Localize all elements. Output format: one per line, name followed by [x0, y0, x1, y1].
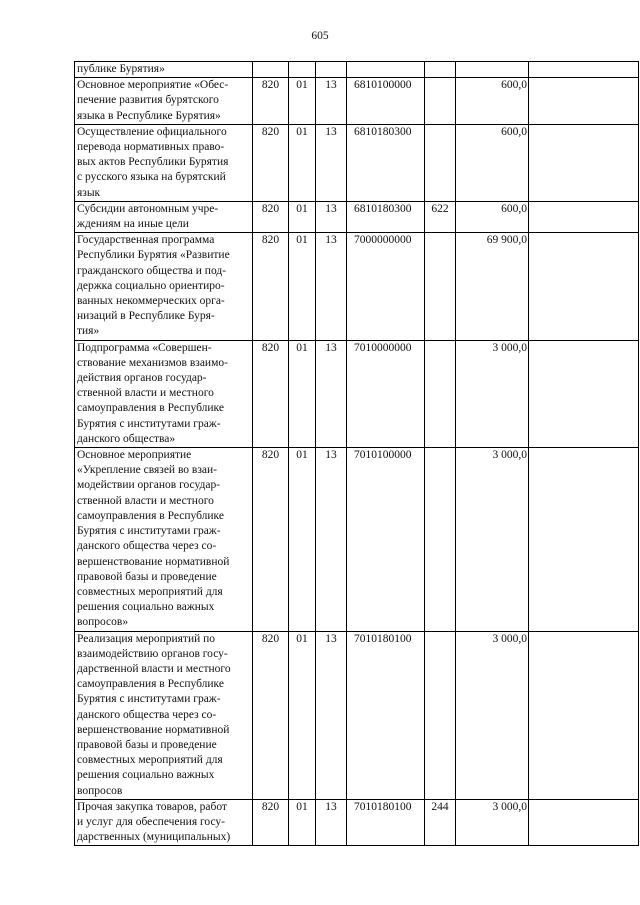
expense-type-cell: [425, 631, 456, 799]
item-name-line: перевода нормативных право-: [77, 141, 225, 154]
item-name-line: Прочая закупка товаров, работ: [77, 800, 227, 813]
section-code-cell: 01: [289, 124, 316, 201]
item-name-cell: [75, 124, 253, 201]
target-article-cell: 7010100000: [347, 448, 425, 631]
item-name-cell: [75, 233, 253, 340]
item-name-line: вопросов: [77, 784, 123, 797]
subsection-code-cell: 13: [316, 201, 347, 232]
item-name-line: печение развития бурятского: [77, 94, 219, 107]
item-name-line: вопросов»: [77, 616, 129, 629]
item-name-line: действия органов государ-: [77, 372, 207, 385]
item-name-line: низаций в Республике Буря-: [77, 310, 215, 323]
section-code-cell: 01: [289, 201, 316, 232]
item-name-line: вершенствование нормативной: [77, 555, 230, 568]
item-name-line: самоуправления в Республике: [77, 678, 224, 691]
item-name-line: тия»: [77, 325, 100, 338]
expense-type-cell: [425, 448, 456, 631]
table-row: [75, 233, 639, 340]
subsection-code-cell: 13: [316, 448, 347, 631]
section-code-cell: 01: [289, 78, 316, 125]
target-article-cell: 7010000000: [347, 340, 425, 447]
amount-cell: 600,0: [456, 124, 529, 201]
department-code-cell: 820: [253, 631, 289, 799]
amount-cell: 69 900,0: [456, 233, 529, 340]
department-code-cell: 820: [253, 201, 289, 232]
item-name-line: Государственная программа: [77, 234, 215, 247]
item-name-line: Основное мероприятие: [77, 449, 192, 462]
item-name-line: совместных мероприятий для: [77, 585, 223, 598]
item-name-line: Основное мероприятие «Обес-: [77, 79, 229, 92]
item-name-line: Осуществление официального: [77, 125, 227, 138]
section-code-cell: 01: [289, 631, 316, 799]
item-name-line: самоуправления в Республике: [77, 509, 224, 522]
subsection-code-cell: 13: [316, 340, 347, 447]
item-name-line: дарственной власти и местного: [77, 662, 231, 675]
section-code-cell: 01: [289, 448, 316, 631]
section-code-cell: 01: [289, 340, 316, 447]
empty-extra-cell: [529, 340, 639, 447]
empty-extra-cell: [529, 201, 639, 232]
item-name-line: держка социально ориентиро-: [77, 279, 225, 292]
item-name-line: Реализация мероприятий по: [77, 632, 216, 645]
amount-cell: 600,0: [456, 201, 529, 232]
table-row: [75, 78, 639, 125]
item-name-line: вых актов Республики Бурятия: [77, 156, 229, 169]
expense-type-cell: [425, 340, 456, 447]
expense-type-cell: [425, 124, 456, 201]
item-name-cell: [75, 631, 253, 799]
amount-cell: 3 000,0: [456, 799, 529, 846]
item-name-cell: [75, 201, 253, 232]
item-name-line: Бурятия с институтами граж-: [77, 525, 221, 538]
item-name-cell: [75, 799, 253, 846]
expense-type-cell: 244: [425, 799, 456, 846]
empty-extra-cell: [529, 631, 639, 799]
item-name-line: самоуправления в Республике: [77, 402, 224, 415]
expense-type-cell: [425, 233, 456, 340]
table-row: [75, 62, 639, 78]
item-name-line: и услуг для обеспечения госу-: [77, 815, 225, 828]
item-name-line: Подпрограмма «Совершен-: [77, 341, 212, 354]
department-code-cell: 820: [253, 78, 289, 125]
subsection-code-cell: 13: [316, 233, 347, 340]
amount-cell: 3 000,0: [456, 631, 529, 799]
department-code-cell: 820: [253, 799, 289, 846]
table-row: [75, 201, 639, 232]
table-row: [75, 124, 639, 201]
expense-type-cell: [425, 78, 456, 125]
item-name-line: модействии органов государ-: [77, 479, 221, 492]
item-name-line: взаимодействию органов госу-: [77, 647, 228, 660]
item-name-line: данского общества через со-: [77, 540, 217, 553]
empty-extra-cell: [529, 799, 639, 846]
item-name-line: Республики Бурятия «Развитие: [77, 249, 230, 262]
empty-extra-cell: [529, 124, 639, 201]
target-article-cell: 7000000000: [347, 233, 425, 340]
page-number: 605: [311, 30, 329, 42]
subsection-code-cell: 13: [316, 799, 347, 846]
section-code-cell: 01: [289, 233, 316, 340]
item-name-line: гражданского общества и под-: [77, 264, 227, 277]
section-code-cell: 01: [289, 799, 316, 846]
target-article-cell: 6810180300: [347, 124, 425, 201]
subsection-code-cell: 13: [316, 78, 347, 125]
item-name-line: с русского языка на бурятский: [77, 171, 226, 184]
item-name-line: ванных некоммерческих орга-: [77, 295, 225, 308]
item-name-line: правовой базы и проведение: [77, 570, 217, 583]
item-name-line: публике Бурятия»: [77, 63, 165, 75]
budget-table-body: [75, 62, 639, 846]
target-article-cell: [347, 62, 425, 78]
item-name-line: данского общества через со-: [77, 708, 217, 721]
expense-type-cell: 622: [425, 201, 456, 232]
item-name-line: Бурятия с институтами граж-: [77, 693, 221, 706]
target-article-cell: 7010180100: [347, 631, 425, 799]
target-article-cell: 6810100000: [347, 78, 425, 125]
item-name-line: данского общества»: [77, 432, 176, 445]
item-name-line: вершенствование нормативной: [77, 723, 230, 736]
item-name-line: дарственных (муниципальных): [77, 831, 231, 844]
item-name-line: Субсидии автономным учре-: [77, 202, 219, 215]
subsection-code-cell: 13: [316, 631, 347, 799]
item-name-line: Бурятия с институтами граж-: [77, 417, 221, 430]
expense-type-cell: [425, 62, 456, 78]
table-row: [75, 340, 639, 447]
item-name-line: языка в Республике Бурятия»: [77, 109, 221, 122]
item-name-line: «Укрепление связей во взаи-: [77, 464, 217, 477]
item-name-line: ждениям на иные цели: [77, 218, 189, 231]
table-row: [75, 799, 639, 846]
item-name-line: решения социально важных: [77, 769, 215, 782]
item-name-line: правовой базы и проведение: [77, 738, 217, 751]
item-name-line: ственной власти и местного: [77, 387, 214, 400]
department-code-cell: 820: [253, 233, 289, 340]
item-name-cell: [75, 340, 253, 447]
empty-extra-cell: [529, 448, 639, 631]
department-code-cell: 820: [253, 124, 289, 201]
table-row: [75, 448, 639, 631]
item-name-cell: [75, 448, 253, 631]
item-name-line: решения социально важных: [77, 601, 215, 614]
item-name-cell: [75, 78, 253, 125]
department-code-cell: 820: [253, 448, 289, 631]
table-row: [75, 631, 639, 799]
amount-cell: 600,0: [456, 78, 529, 125]
empty-extra-cell: [529, 78, 639, 125]
amount-cell: 3 000,0: [456, 340, 529, 447]
target-article-cell: 7010180100: [347, 799, 425, 846]
empty-extra-cell: [529, 233, 639, 340]
item-name-line: ствование механизмов взаимо-: [77, 356, 228, 369]
empty-extra-cell: [529, 62, 639, 78]
item-name-line: ственной власти и местного: [77, 494, 214, 507]
item-name-cell: [75, 62, 253, 78]
item-name-line: язык: [77, 186, 101, 199]
amount-cell: 3 000,0: [456, 448, 529, 631]
item-name-line: совместных мероприятий для: [77, 754, 223, 767]
target-article-cell: 6810180300: [347, 201, 425, 232]
department-code-cell: 820: [253, 340, 289, 447]
department-code-cell: [253, 62, 289, 78]
section-code-cell: [289, 62, 316, 78]
subsection-code-cell: [316, 62, 347, 78]
subsection-code-cell: 13: [316, 124, 347, 201]
amount-cell: [456, 62, 529, 78]
budget-table: [74, 61, 639, 846]
